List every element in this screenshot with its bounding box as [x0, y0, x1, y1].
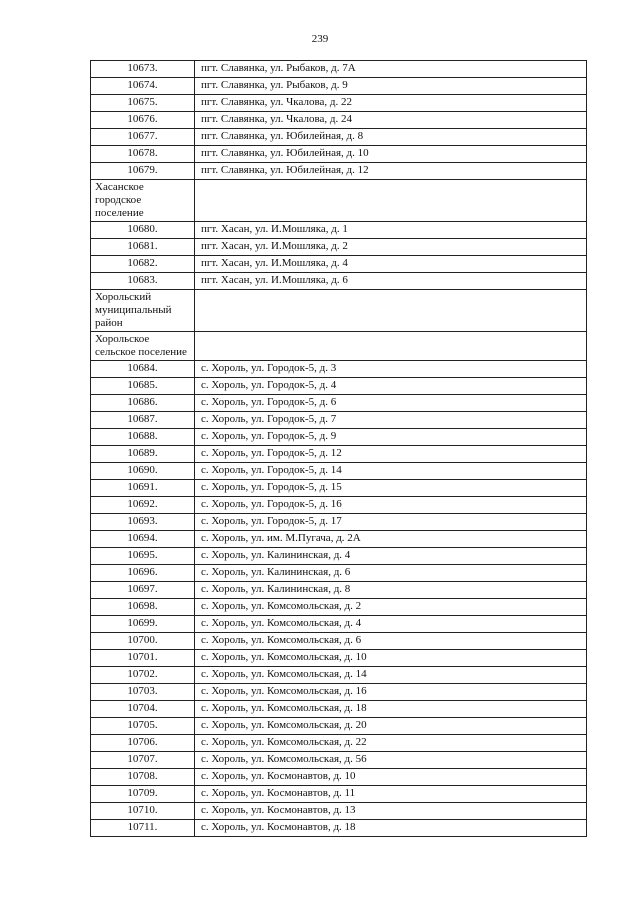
row-address: с. Хороль, ул. Комсомольская, д. 20	[195, 718, 587, 735]
row-number: 10681.	[91, 239, 195, 256]
table-row	[91, 582, 587, 599]
row-address: с. Хороль, ул. Космонавтов, д. 18	[195, 820, 587, 837]
table-row	[91, 222, 587, 239]
table-row	[91, 256, 587, 273]
row-number: 10705.	[91, 718, 195, 735]
table-row	[91, 146, 587, 163]
row-number: 10679.	[91, 163, 195, 180]
table-row	[91, 531, 587, 548]
table-row	[91, 497, 587, 514]
table-row	[91, 429, 587, 446]
row-address: пгт. Хасан, ул. И.Мошляка, д. 6	[195, 273, 587, 290]
table-row	[91, 239, 587, 256]
row-number: 10697.	[91, 582, 195, 599]
row-number: 10680.	[91, 222, 195, 239]
table-row	[91, 633, 587, 650]
row-number: 10685.	[91, 378, 195, 395]
section-title: Хасанское городское поселение	[91, 180, 195, 222]
table-row	[91, 446, 587, 463]
row-number: 10700.	[91, 633, 195, 650]
row-address: с. Хороль, ул. Городок-5, д. 15	[195, 480, 587, 497]
row-address: с. Хороль, ул. Комсомольская, д. 18	[195, 701, 587, 718]
table-row	[91, 752, 587, 769]
row-number: 10708.	[91, 769, 195, 786]
row-number: 10675.	[91, 95, 195, 112]
table-row	[91, 163, 587, 180]
row-address: с. Хороль, ул. им. М.Пугача, д. 2А	[195, 531, 587, 548]
row-number: 10696.	[91, 565, 195, 582]
table-row	[91, 463, 587, 480]
table-row	[91, 78, 587, 95]
table-row	[91, 412, 587, 429]
row-number: 10694.	[91, 531, 195, 548]
row-number: 10677.	[91, 129, 195, 146]
row-number: 10691.	[91, 480, 195, 497]
table-row	[91, 599, 587, 616]
row-number: 10678.	[91, 146, 195, 163]
section-row	[91, 180, 587, 222]
row-address: с. Хороль, ул. Комсомольская, д. 22	[195, 735, 587, 752]
table-row	[91, 701, 587, 718]
table-row	[91, 667, 587, 684]
row-number: 10676.	[91, 112, 195, 129]
row-address: с. Хороль, ул. Космонавтов, д. 10	[195, 769, 587, 786]
row-address: с. Хороль, ул. Космонавтов, д. 13	[195, 803, 587, 820]
row-address: с. Хороль, ул. Калининская, д. 4	[195, 548, 587, 565]
row-number: 10706.	[91, 735, 195, 752]
row-number: 10693.	[91, 514, 195, 531]
row-address: с. Хороль, ул. Калининская, д. 8	[195, 582, 587, 599]
row-address: с. Хороль, ул. Городок-5, д. 16	[195, 497, 587, 514]
row-address: с. Хороль, ул. Комсомольская, д. 6	[195, 633, 587, 650]
row-address: пгт. Хасан, ул. И.Мошляка, д. 4	[195, 256, 587, 273]
row-address: с. Хороль, ул. Городок-5, д. 12	[195, 446, 587, 463]
table-row	[91, 820, 587, 837]
table-row	[91, 273, 587, 290]
page-number: 239	[311, 33, 329, 45]
row-address: с. Хороль, ул. Городок-5, д. 14	[195, 463, 587, 480]
row-address: пгт. Славянка, ул. Юбилейная, д. 10	[195, 146, 587, 163]
row-number: 10689.	[91, 446, 195, 463]
section-row	[91, 290, 587, 332]
row-number: 10707.	[91, 752, 195, 769]
row-number: 10699.	[91, 616, 195, 633]
row-number: 10686.	[91, 395, 195, 412]
row-number: 10684.	[91, 361, 195, 378]
row-number: 10703.	[91, 684, 195, 701]
row-address: пгт. Славянка, ул. Рыбаков, д. 7А	[195, 61, 587, 78]
row-address: с. Хороль, ул. Городок-5, д. 17	[195, 514, 587, 531]
table-row	[91, 650, 587, 667]
row-number: 10687.	[91, 412, 195, 429]
address-table	[90, 60, 587, 837]
row-address: пгт. Славянка, ул. Рыбаков, д. 9	[195, 78, 587, 95]
row-number: 10692.	[91, 497, 195, 514]
row-address: с. Хороль, ул. Комсомольская, д. 10	[195, 650, 587, 667]
row-address: с. Хороль, ул. Комсомольская, д. 16	[195, 684, 587, 701]
row-address: пгт. Славянка, ул. Чкалова, д. 22	[195, 95, 587, 112]
row-address: с. Хороль, ул. Комсомольская, д. 2	[195, 599, 587, 616]
row-address: с. Хороль, ул. Космонавтов, д. 11	[195, 786, 587, 803]
row-address: пгт. Хасан, ул. И.Мошляка, д. 2	[195, 239, 587, 256]
section-title: Хорольский муниципальный район	[91, 290, 195, 332]
row-address: с. Хороль, ул. Комсомольская, д. 14	[195, 667, 587, 684]
row-number: 10683.	[91, 273, 195, 290]
table-row	[91, 514, 587, 531]
table-row	[91, 718, 587, 735]
section-row	[91, 332, 587, 361]
row-number: 10701.	[91, 650, 195, 667]
row-address: пгт. Славянка, ул. Чкалова, д. 24	[195, 112, 587, 129]
row-address: пгт. Хасан, ул. И.Мошляка, д. 1	[195, 222, 587, 239]
row-number: 10702.	[91, 667, 195, 684]
row-address: с. Хороль, ул. Городок-5, д. 6	[195, 395, 587, 412]
section-title: Хорольское сельское поселение	[91, 332, 195, 361]
table-row	[91, 803, 587, 820]
row-number: 10704.	[91, 701, 195, 718]
table-row	[91, 95, 587, 112]
table-row	[91, 548, 587, 565]
section-empty-cell	[195, 332, 587, 361]
row-number: 10674.	[91, 78, 195, 95]
table-row	[91, 378, 587, 395]
table-row	[91, 361, 587, 378]
row-number: 10711.	[91, 820, 195, 837]
row-number: 10710.	[91, 803, 195, 820]
address-table-body	[91, 61, 587, 837]
row-number: 10698.	[91, 599, 195, 616]
section-empty-cell	[195, 180, 587, 222]
row-address: с. Хороль, ул. Городок-5, д. 9	[195, 429, 587, 446]
row-number: 10690.	[91, 463, 195, 480]
table-row	[91, 112, 587, 129]
row-number: 10695.	[91, 548, 195, 565]
row-address: пгт. Славянка, ул. Юбилейная, д. 12	[195, 163, 587, 180]
table-row	[91, 769, 587, 786]
row-address: с. Хороль, ул. Городок-5, д. 3	[195, 361, 587, 378]
row-address: с. Хороль, ул. Комсомольская, д. 56	[195, 752, 587, 769]
row-number: 10673.	[91, 61, 195, 78]
row-number: 10682.	[91, 256, 195, 273]
table-row	[91, 786, 587, 803]
table-row	[91, 480, 587, 497]
table-row	[91, 565, 587, 582]
table-row	[91, 735, 587, 752]
table-row	[91, 684, 587, 701]
row-number: 10688.	[91, 429, 195, 446]
row-address: с. Хороль, ул. Комсомольская, д. 4	[195, 616, 587, 633]
row-address: с. Хороль, ул. Городок-5, д. 4	[195, 378, 587, 395]
row-address: пгт. Славянка, ул. Юбилейная, д. 8	[195, 129, 587, 146]
table-row	[91, 395, 587, 412]
table-row	[91, 61, 587, 78]
table-row	[91, 129, 587, 146]
row-number: 10709.	[91, 786, 195, 803]
row-address: с. Хороль, ул. Городок-5, д. 7	[195, 412, 587, 429]
section-empty-cell	[195, 290, 587, 332]
table-row	[91, 616, 587, 633]
row-address: с. Хороль, ул. Калининская, д. 6	[195, 565, 587, 582]
